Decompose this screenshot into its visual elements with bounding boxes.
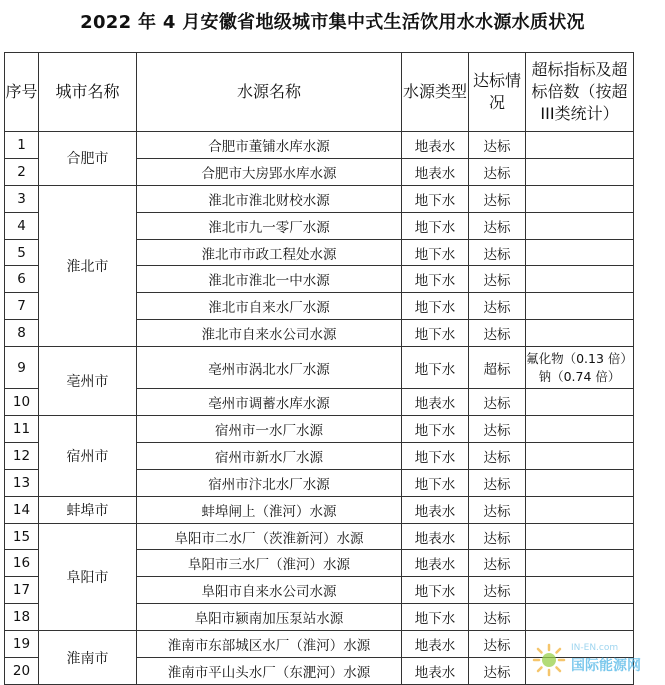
cell-seq: 16 [5, 550, 39, 577]
cell-source: 亳州市涡北水厂水源 [137, 347, 402, 389]
cell-exceed [526, 416, 634, 443]
cell-exceed [526, 239, 634, 266]
cell-status: 达标 [469, 604, 526, 631]
cell-seq: 18 [5, 604, 39, 631]
cell-source: 阜阳市三水厂（淮河）水源 [137, 550, 402, 577]
cell-status: 达标 [469, 266, 526, 293]
cell-status: 达标 [469, 320, 526, 347]
header-exceed: 超标指标及超标倍数（按超III类统计） [526, 53, 634, 132]
cell-type: 地表水 [402, 658, 469, 685]
cell-city-hefei: 合肥市 [39, 132, 137, 186]
cell-type: 地表水 [402, 523, 469, 550]
cell-source: 阜阳市二水厂（茨淮新河）水源 [137, 523, 402, 550]
header-source: 水源名称 [137, 53, 402, 132]
cell-seq: 11 [5, 416, 39, 443]
cell-seq: 14 [5, 496, 39, 523]
cell-seq: 1 [5, 132, 39, 159]
cell-type: 地下水 [402, 347, 469, 389]
cell-city-fuyang: 阜阳市 [39, 523, 137, 631]
cell-exceed [526, 266, 634, 293]
cell-status: 达标 [469, 550, 526, 577]
cell-status: 达标 [469, 523, 526, 550]
cell-seq: 6 [5, 266, 39, 293]
cell-source: 阜阳市颍南加压泵站水源 [137, 604, 402, 631]
cell-source: 阜阳市自来水公司水源 [137, 577, 402, 604]
cell-city-huaibei: 淮北市 [39, 185, 137, 346]
cell-status: 达标 [469, 239, 526, 266]
cell-exceed: 氟化物（0.13 倍）钠（0.74 倍） [526, 347, 634, 389]
cell-seq: 12 [5, 442, 39, 469]
cell-source: 淮南市东部城区水厂（淮河）水源 [137, 631, 402, 658]
cell-seq: 4 [5, 212, 39, 239]
cell-status: 达标 [469, 212, 526, 239]
page-title: 2022 年 4 月安徽省地级城市集中式生活饮用水水源水质状况 [80, 12, 585, 33]
cell-exceed [526, 293, 634, 320]
cell-source: 合肥市董铺水库水源 [137, 132, 402, 159]
cell-seq: 10 [5, 389, 39, 416]
table-row [5, 347, 634, 389]
table-row [5, 496, 634, 523]
cell-type: 地下水 [402, 239, 469, 266]
cell-source: 亳州市调蓄水库水源 [137, 389, 402, 416]
cell-city-huainan: 淮南市 [39, 631, 137, 685]
cell-exceed [526, 469, 634, 496]
table-row [5, 523, 634, 550]
cell-type: 地下水 [402, 266, 469, 293]
cell-type: 地下水 [402, 604, 469, 631]
cell-source: 淮北市淮北一中水源 [137, 266, 402, 293]
cell-exceed [526, 185, 634, 212]
cell-source: 淮南市平山头水厂（东淝河）水源 [137, 658, 402, 685]
cell-status: 达标 [469, 158, 526, 185]
cell-status: 达标 [469, 293, 526, 320]
watermark-text: 国际能源网 [571, 658, 641, 674]
cell-type: 地下水 [402, 212, 469, 239]
cell-exceed [526, 604, 634, 631]
cell-source: 宿州市新水厂水源 [137, 442, 402, 469]
cell-exceed [526, 212, 634, 239]
cell-seq: 15 [5, 523, 39, 550]
cell-type: 地表水 [402, 631, 469, 658]
cell-source: 宿州市汴北水厂水源 [137, 469, 402, 496]
cell-type: 地表水 [402, 389, 469, 416]
cell-type: 地下水 [402, 442, 469, 469]
cell-type: 地下水 [402, 469, 469, 496]
water-quality-table [4, 52, 634, 685]
cell-source: 淮北市自来水厂水源 [137, 293, 402, 320]
cell-status: 达标 [469, 496, 526, 523]
watermark-domain: IN-EN.com [571, 643, 619, 653]
header-row [5, 53, 634, 132]
cell-seq: 3 [5, 185, 39, 212]
cell-source: 淮北市淮北财校水源 [137, 185, 402, 212]
cell-exceed [526, 550, 634, 577]
cell-seq: 7 [5, 293, 39, 320]
cell-type: 地下水 [402, 577, 469, 604]
cell-seq: 20 [5, 658, 39, 685]
cell-source: 淮北市市政工程处水源 [137, 239, 402, 266]
cell-exceed [526, 442, 634, 469]
cell-exceed [526, 577, 634, 604]
cell-seq: 2 [5, 158, 39, 185]
table-row [5, 185, 634, 212]
cell-type: 地表水 [402, 158, 469, 185]
cell-status: 达标 [469, 469, 526, 496]
header-status: 达标情况 [469, 53, 526, 132]
table-row [5, 132, 634, 159]
cell-seq: 13 [5, 469, 39, 496]
header-city: 城市名称 [39, 53, 137, 132]
cell-type: 地表水 [402, 550, 469, 577]
cell-status: 达标 [469, 631, 526, 658]
cell-status: 达标 [469, 416, 526, 443]
cell-status: 超标 [469, 347, 526, 389]
sun-logo-icon [531, 642, 567, 678]
watermark [531, 641, 661, 679]
cell-type: 地下水 [402, 185, 469, 212]
cell-status: 达标 [469, 185, 526, 212]
cell-seq: 17 [5, 577, 39, 604]
table-row [5, 416, 634, 443]
cell-exceed [526, 132, 634, 159]
cell-exceed [526, 320, 634, 347]
cell-source: 淮北市自来水公司水源 [137, 320, 402, 347]
cell-exceed [526, 389, 634, 416]
header-type: 水源类型 [402, 53, 469, 132]
cell-type: 地下水 [402, 416, 469, 443]
cell-exceed [526, 158, 634, 185]
cell-seq: 19 [5, 631, 39, 658]
cell-status: 达标 [469, 577, 526, 604]
cell-status: 达标 [469, 442, 526, 469]
cell-type: 地下水 [402, 320, 469, 347]
cell-city-bozhou: 亳州市 [39, 347, 137, 416]
cell-exceed [526, 523, 634, 550]
cell-source: 宿州市一水厂水源 [137, 416, 402, 443]
cell-status: 达标 [469, 389, 526, 416]
cell-city-suzhou: 宿州市 [39, 416, 137, 497]
cell-source: 蚌埠闸上（淮河）水源 [137, 496, 402, 523]
cell-city-bengbu: 蚌埠市 [39, 496, 137, 523]
cell-type: 地表水 [402, 496, 469, 523]
cell-status: 达标 [469, 132, 526, 159]
cell-exceed [526, 496, 634, 523]
cell-source: 淮北市九一零厂水源 [137, 212, 402, 239]
cell-type: 地表水 [402, 132, 469, 159]
cell-seq: 8 [5, 320, 39, 347]
cell-status: 达标 [469, 658, 526, 685]
cell-type: 地下水 [402, 293, 469, 320]
cell-source: 合肥市大房郢水库水源 [137, 158, 402, 185]
cell-seq: 5 [5, 239, 39, 266]
header-seq: 序号 [5, 53, 39, 132]
cell-seq: 9 [5, 347, 39, 389]
